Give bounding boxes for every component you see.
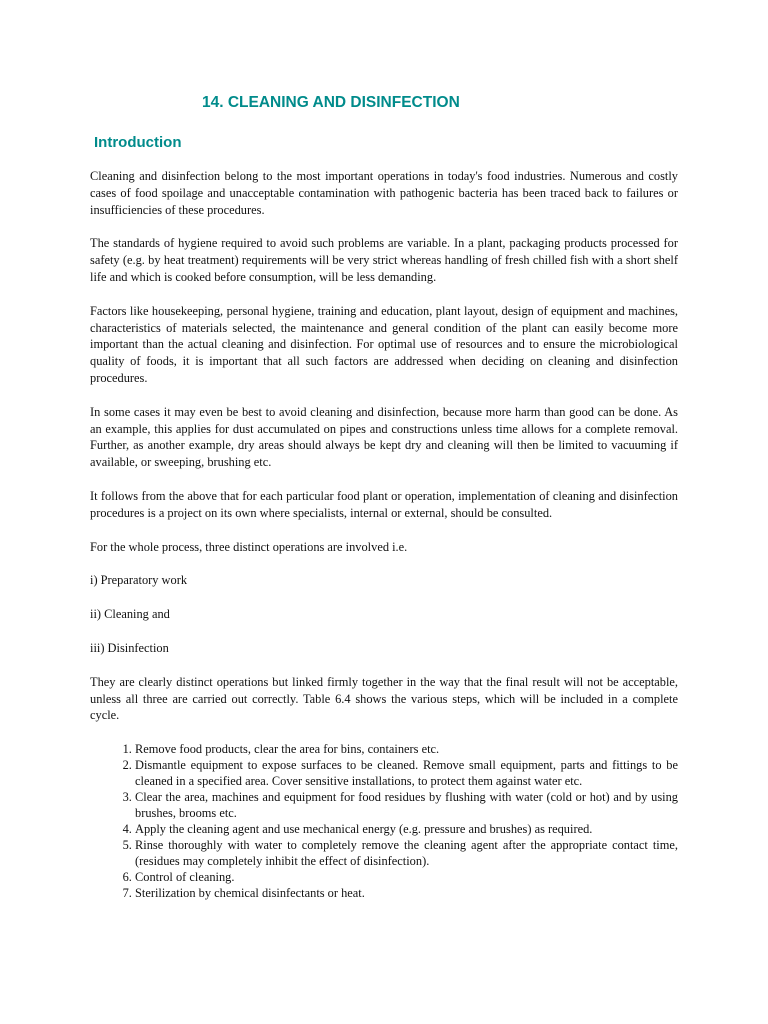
paragraph-factors: Factors like housekeeping, personal hygiene, training and education, plant layout, design of equipment and machines, characteristics of materials selected, the maintenance and general condition of the plant can easily become more important than the actual cleaning and disinfection. For optimal use of resources and to ensure the microbiological quality of foods, it is important that all such factors are addressed when deciding on cleaning and disinfection procedures. [90, 303, 678, 385]
paragraph-avoid-cleaning: In some cases it may even be best to avoid cleaning and disinfection, because more harm than good can be done. As an example, this applies for dust accumulated on pipes and constructions unless time allows for a complete removal. Further, as another example, dry areas should always be kept dry and cleaning will then be limited to vacuuming if available, or sweeping, brushing etc. [90, 404, 678, 470]
paragraph-distinct-operations: They are clearly distinct operations but linked firmly together in the way that the final result will not be acceptable, unless all three are carried out correctly. Table 6.4 shows the various steps, which will be included in a complete cycle. [90, 674, 678, 723]
list-item: 1. Remove food products, clear the area for bins, containers etc. [135, 741, 678, 757]
list-item: 2. Dismantle equipment to expose surfaces to be cleaned. Remove small equipment, parts and fittings to be cleaned in a specified area. Cover sensitive installations, to protect them against water etc. [135, 757, 678, 789]
paragraph-implementation: It follows from the above that for each particular food plant or operation, implementation of cleaning and disinfection procedures is a project on its own where specialists, internal or external, should be consulted. [90, 488, 678, 520]
list-item: 3. Clear the area, machines and equipment for food residues by flushing with water (cold or hot) and by using brushes, brooms etc. [135, 789, 678, 821]
cleaning-steps-list [90, 741, 678, 901]
paragraph-three-operations: For the whole process, three distinct operations are involved i.e. [90, 539, 408, 554]
list-item: 5. Rinse thoroughly with water to completely remove the cleaning agent after the appropriate contact time, (residues may completely inhibit the effect of disinfection). [135, 837, 678, 869]
paragraph-hygiene-standards: The standards of hygiene required to avoid such problems are variable. In a plant, packaging products processed for safety (e.g. by heat treatment) requirements will be very strict whereas handling of fresh chilled fish with a short shelf life and which is cooked before consumption, will be less demanding. [90, 236, 678, 284]
list-item: 7. Sterilization by chemical disinfectants or heat. [135, 885, 678, 901]
section-heading: Introduction [94, 134, 182, 151]
operation-disinfection: iii) Disinfection [90, 640, 169, 655]
list-item: 4. Apply the cleaning agent and use mechanical energy (e.g. pressure and brushes) as required. [135, 821, 678, 837]
operation-preparatory-work: i) Preparatory work [90, 573, 188, 588]
paragraph-intro: Cleaning and disinfection belong to the most important operations in today's food industries. Numerous and costly cases of food spoilage and unacceptable contamination with pathogenic bacteria has been traced back to failures or insufficiencies of these procedures. [90, 169, 678, 217]
list-item: 6. Control of cleaning. [135, 869, 678, 885]
chapter-title: 14. CLEANING AND DISINFECTION [202, 94, 460, 111]
operation-cleaning: ii) Cleaning and [90, 607, 170, 622]
